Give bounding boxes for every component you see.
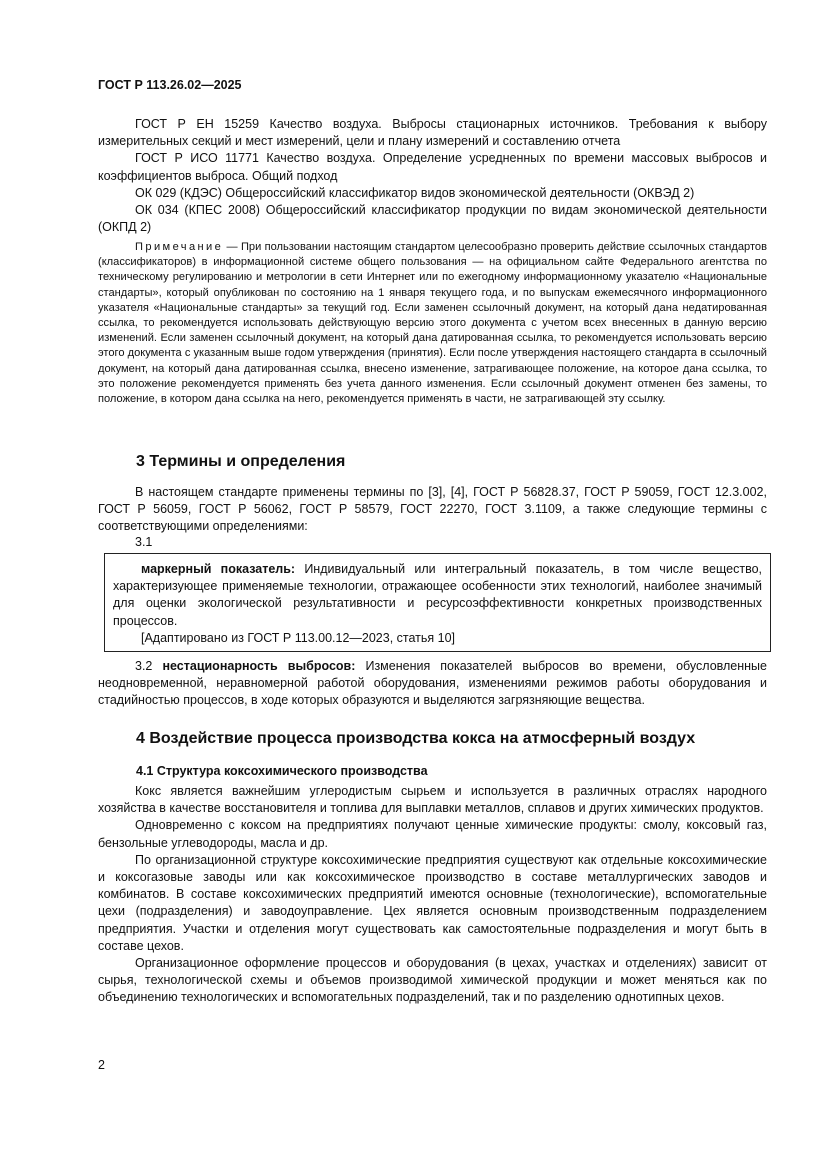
term-1-paragraph [113, 561, 762, 630]
term-2-name: нестационарность выбросов: [162, 659, 356, 673]
reference-item: ОК 034 (КПЕС 2008) Общероссийский классификатор продукции по видам экономической деятельности (ОКПД 2) [98, 203, 767, 235]
term-2-paragraph [98, 658, 767, 710]
term-2 [98, 658, 767, 710]
section-3-intro [98, 484, 767, 536]
terms-intro: В настоящем стандарте применены термины по [3], [4], ГОСТ Р 56828.37, ГОСТ Р 59059, ГОСТ 12.3.002, ГОСТ Р 56059, ГОСТ Р 56062, ГОСТ Р 58579, ГОСТ 22270, ГОСТ 3.1109, а также следующие термины с соответствующими определениями: [98, 485, 767, 534]
note-text: — При пользовании настоящим стандартом целесообразно проверить действие ссылочных стандартов (классификаторов) в информационной системе общего пользования — на официальном сайте Федерального агентства по техническому регулированию и метрологии в сети Интернет или по ежегодному информационному указателю «Национальные стандарты», который опубликован по состоянию на 1 января текущего года, и по выпускам ежемесячного информационного указателя «Национальные стандарты» за текущий год. Если заменен ссылочный документ, на который дана недатированная ссылка, то рекомендуется использовать действующую версию этого документа с учетом всех внесенных в данную версию изменений. Если заменен ссылочный документ, на который дана датированная ссылка, то рекомендуется использовать версию этого документа с указанным выше годом утверждения (принятия). Если после утверждения настоящего стандарта в ссылочный документ, на который дана датированная ссылка, внесено изменение, затрагивающее положение, на которое дана ссылка, то это положение рекомендуется применять без учета данного изменения. Если ссылочный документ отменен без замены, то положение, в котором дана ссылка на него, рекомендуется применять в части, не затрагивающей эту ссылку. [98, 241, 767, 406]
term-1-definition: Индивидуальный или интегральный показатель, в том числе вещество, характеризующее применяемые технологии, отражающее особенности этих технологий, наиболее значимый для оценки экологической результативности и ресурсоэффективности конкретных производственных процессов. [113, 562, 762, 628]
body-paragraph: Кокс является важнейшим углеродистым сырьем и используется в различных отраслях народного хозяйства в качестве восстановителя и топлива для выплавки металлов, сплавов и других химических продуктов. [98, 784, 767, 816]
term-2-definition: Изменения показателей выбросов во времени, обусловленные неодновременной, неравномерной работой оборудования, изменениями режимов работы оборудования и стадийностью процессов, в ходе которых образуются и выделяются загрязняющие вещества. [98, 659, 767, 708]
term-1-name: маркерный показатель: [141, 562, 296, 576]
section-4-title: 4 Воздействие процесса производства кокса на атмосферный воздух [136, 730, 696, 747]
note-label: Примечание [135, 241, 224, 253]
section-4-body [98, 783, 767, 1007]
page-number: 2 [98, 1058, 105, 1072]
document-header: ГОСТ Р 113.26.02—2025 [98, 78, 242, 92]
section-3-title: 3 Термины и определения [136, 453, 346, 470]
reference-item: ОК 029 (КДЭС) Общероссийский классификатор видов экономической деятельности (ОКВЭД 2) [135, 185, 695, 200]
subsection-4-1-title: 4.1 Структура коксохимического производства [136, 764, 428, 778]
normative-references [98, 116, 767, 236]
reference-item: ГОСТ Р ЕН 15259 Качество воздуха. Выбросы стационарных источников. Требования к выбору измерительных секций и мест измерений, цели и плану измерений и составлению отчета [98, 117, 767, 149]
reference-item: ГОСТ Р ИСО 11771 Качество воздуха. Определение усредненных по времени массовых выбросов и коэффициентов выброса. Общий подход [98, 151, 767, 183]
term-1-number: 3.1 [135, 535, 153, 549]
body-paragraph: Организационное оформление процессов и оборудования (в цехах, участках и отделениях) зависит от сырья, технологической схемы и объемов производимой химической продукции и может меняться как по объединению технологических и вспомогательных подразделений, так и по разделению однотипных цехов. [98, 956, 767, 1005]
body-paragraph: Одновременно с коксом на предприятиях получают ценные химические продукты: смолу, коксовый газ, бензольные углеводороды, масла и др. [98, 818, 767, 850]
note-block [98, 240, 767, 407]
body-paragraph: По организационной структуре коксохимические предприятия существуют как отдельные коксохимические и коксогазовые заводы или как коксохимическое производство в составе металлургических заводов и комбинатов. В составе коксохимических предприятий имеются основные (технологические), вспомогательные цехи (подразделения) и заводоуправление. Цех является основным производственным подразделением предприятия. Участки и отделения могут существовать как самостоятельные подразделения и могут быть в составе цехов. [98, 852, 767, 953]
term-2-number: 3.2 [135, 659, 153, 673]
note-paragraph [98, 240, 767, 407]
term-1-box [104, 553, 771, 652]
term-1-source: [Адаптировано из ГОСТ Р 113.00.12—2023, статья 10] [141, 630, 456, 645]
